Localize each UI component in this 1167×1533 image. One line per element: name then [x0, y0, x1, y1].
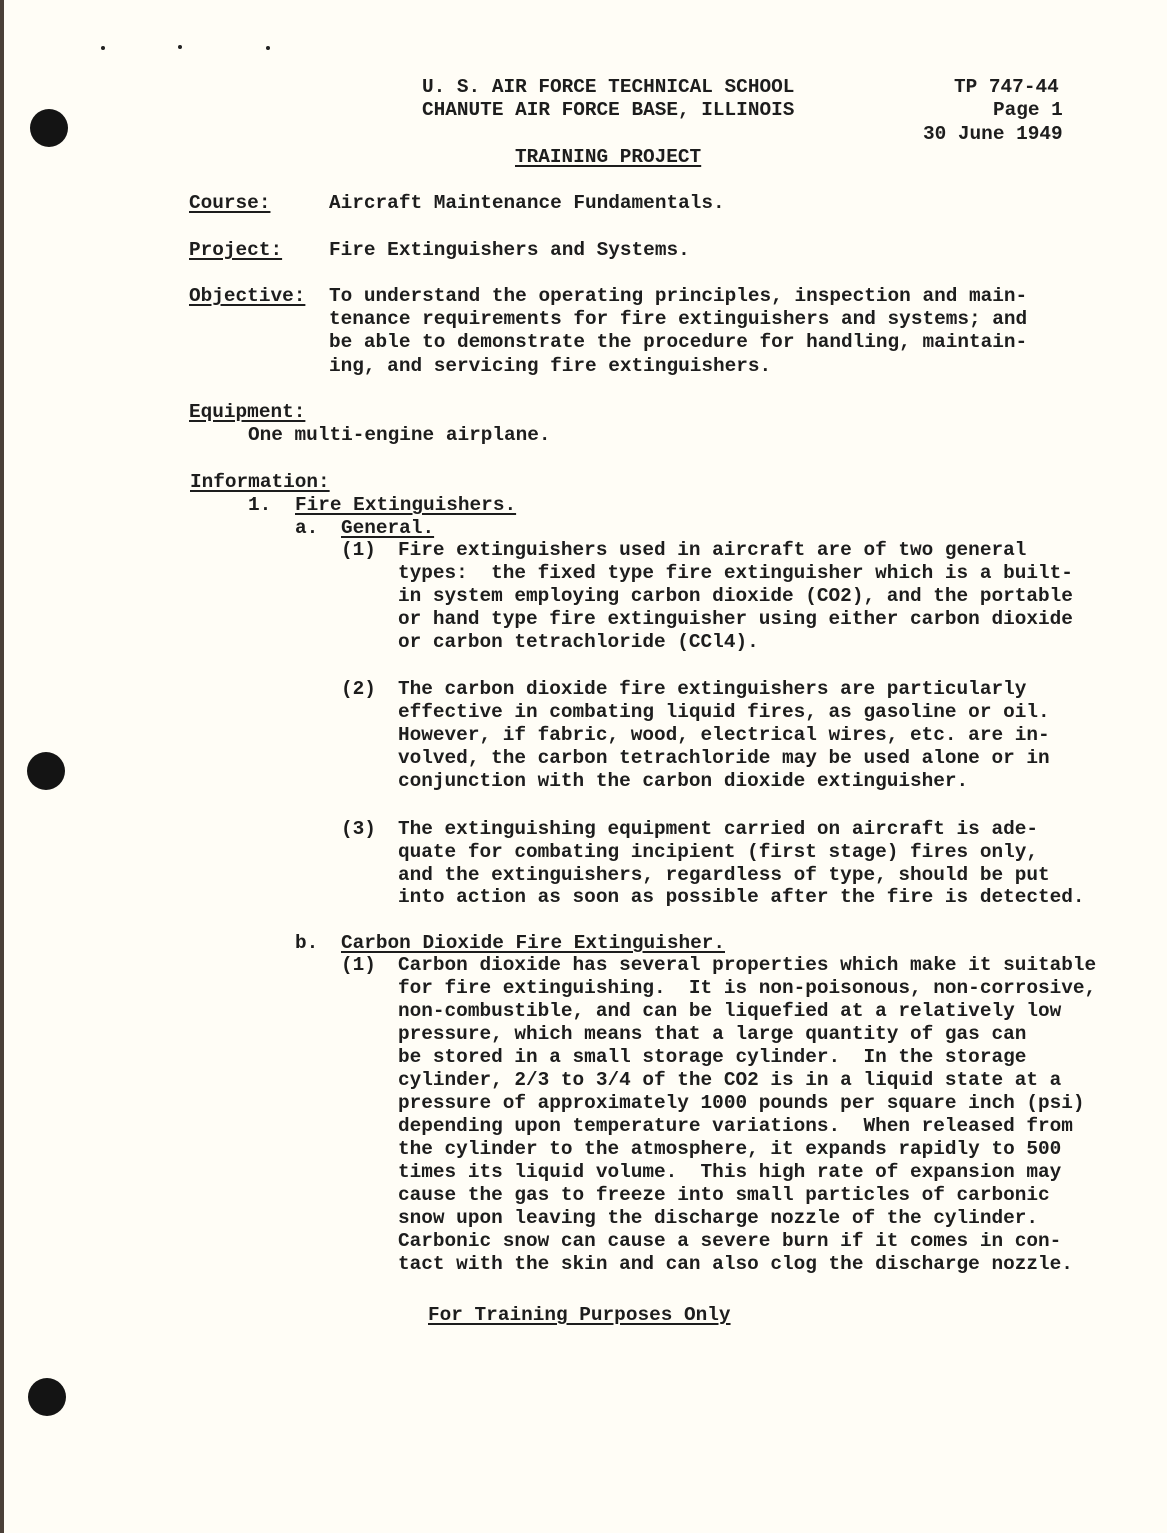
item-line: non-combustible, and can be liquefied at a relatively low — [398, 1000, 1062, 1022]
staple-mark — [266, 46, 270, 50]
item-line: into action as soon as possible after the fire is detected. — [398, 886, 1085, 908]
objective-label: Objective: — [189, 285, 306, 307]
item-line: effective in combating liquid fires, as gasoline or oil. — [398, 701, 1050, 723]
item-line: or carbon tetrachloride (CCl4). — [398, 631, 759, 653]
project-label: Project: — [189, 239, 283, 261]
section-1b-title: Carbon Dioxide Fire Extinguisher. — [341, 932, 725, 954]
section-1-title: Fire Extinguishers. — [295, 494, 517, 516]
objective-line: To understand the operating principles, inspection and main- — [329, 285, 1028, 307]
page-number: Page 1 — [993, 99, 1063, 121]
staple-mark — [178, 45, 182, 49]
item-line: conjunction with the carbon dioxide extinguisher. — [398, 770, 969, 792]
item-line: depending upon temperature variations. When released from — [398, 1115, 1073, 1137]
page-edge — [0, 0, 4, 1533]
item-number: (1) — [341, 539, 376, 561]
project-value: Fire Extinguishers and Systems. — [329, 239, 690, 261]
item-number: (3) — [341, 818, 376, 840]
item-line: cause the gas to freeze into small particles of carbonic — [398, 1184, 1050, 1206]
item-line: However, if fabric, wood, electrical wires, etc. are in- — [398, 724, 1050, 746]
institution-line-1: U. S. AIR FORCE TECHNICAL SCHOOL — [422, 76, 795, 98]
item-line: tact with the skin and can also clog the discharge nozzle. — [398, 1253, 1073, 1275]
item-line: for fire extinguishing. It is non-poisonous, non-corrosive, — [398, 977, 1097, 999]
item-line: the cylinder to the atmosphere, it expands rapidly to 500 — [398, 1138, 1062, 1160]
item-line: and the extinguishers, regardless of type, should be put — [398, 864, 1050, 886]
section-1a-letter: a. — [295, 517, 319, 539]
information-label: Information: — [190, 471, 330, 493]
item-line: be stored in a small storage cylinder. In the storage — [398, 1046, 1027, 1068]
equipment-value: One multi-engine airplane. — [248, 424, 551, 446]
objective-line: tenance requirements for fire extinguishers and systems; and — [329, 308, 1028, 330]
section-1a-title: General. — [341, 517, 435, 539]
course-label: Course: — [189, 192, 271, 214]
item-line: times its liquid volume. This high rate of expansion may — [398, 1161, 1062, 1183]
objective-line: ing, and servicing fire extinguishers. — [329, 355, 772, 377]
item-line: quate for combating incipient (first stage) fires only, — [398, 841, 1038, 863]
item-number: (1) — [341, 954, 376, 976]
item-line: The extinguishing equipment carried on aircraft is ade- — [398, 818, 1038, 840]
item-line: Carbonic snow can cause a severe burn if it comes in con- — [398, 1230, 1062, 1252]
institution-line-2: CHANUTE AIR FORCE BASE, ILLINOIS — [422, 99, 795, 121]
binder-hole-middle — [27, 752, 65, 790]
binder-hole-bottom — [28, 1378, 66, 1416]
item-line: pressure of approximately 1000 pounds per square inch (psi) — [398, 1092, 1085, 1114]
footer-notice: For Training Purposes Only — [428, 1304, 731, 1326]
item-line: snow upon leaving the discharge nozzle of the cylinder. — [398, 1207, 1038, 1229]
item-line: Carbon dioxide has several properties which make it suitable — [398, 954, 1097, 976]
item-line: volved, the carbon tetrachloride may be used alone or in — [398, 747, 1050, 769]
objective-line: be able to demonstrate the procedure for handling, maintain- — [329, 331, 1028, 353]
item-line: Fire extinguishers used in aircraft are of two general — [398, 539, 1027, 561]
document-title: TRAINING PROJECT — [515, 146, 702, 168]
item-line: The carbon dioxide fire extinguishers are particularly — [398, 678, 1027, 700]
staple-mark — [101, 46, 105, 50]
equipment-label: Equipment: — [189, 401, 306, 423]
course-value: Aircraft Maintenance Fundamentals. — [329, 192, 725, 214]
item-line: in system employing carbon dioxide (CO2), and the portable — [398, 585, 1073, 607]
section-1-number: 1. — [248, 494, 272, 516]
item-line: types: the fixed type fire extinguisher which is a built- — [398, 562, 1073, 584]
item-line: or hand type fire extinguisher using either carbon dioxide — [398, 608, 1073, 630]
document-date: 30 June 1949 — [923, 123, 1063, 145]
item-line: pressure, which means that a large quantity of gas can — [398, 1023, 1027, 1045]
binder-hole-top — [30, 109, 68, 147]
item-number: (2) — [341, 678, 376, 700]
section-1b-letter: b. — [295, 932, 319, 954]
item-line: cylinder, 2/3 to 3/4 of the CO2 is in a liquid state at a — [398, 1069, 1062, 1091]
document-number: TP 747-44 — [954, 76, 1059, 98]
